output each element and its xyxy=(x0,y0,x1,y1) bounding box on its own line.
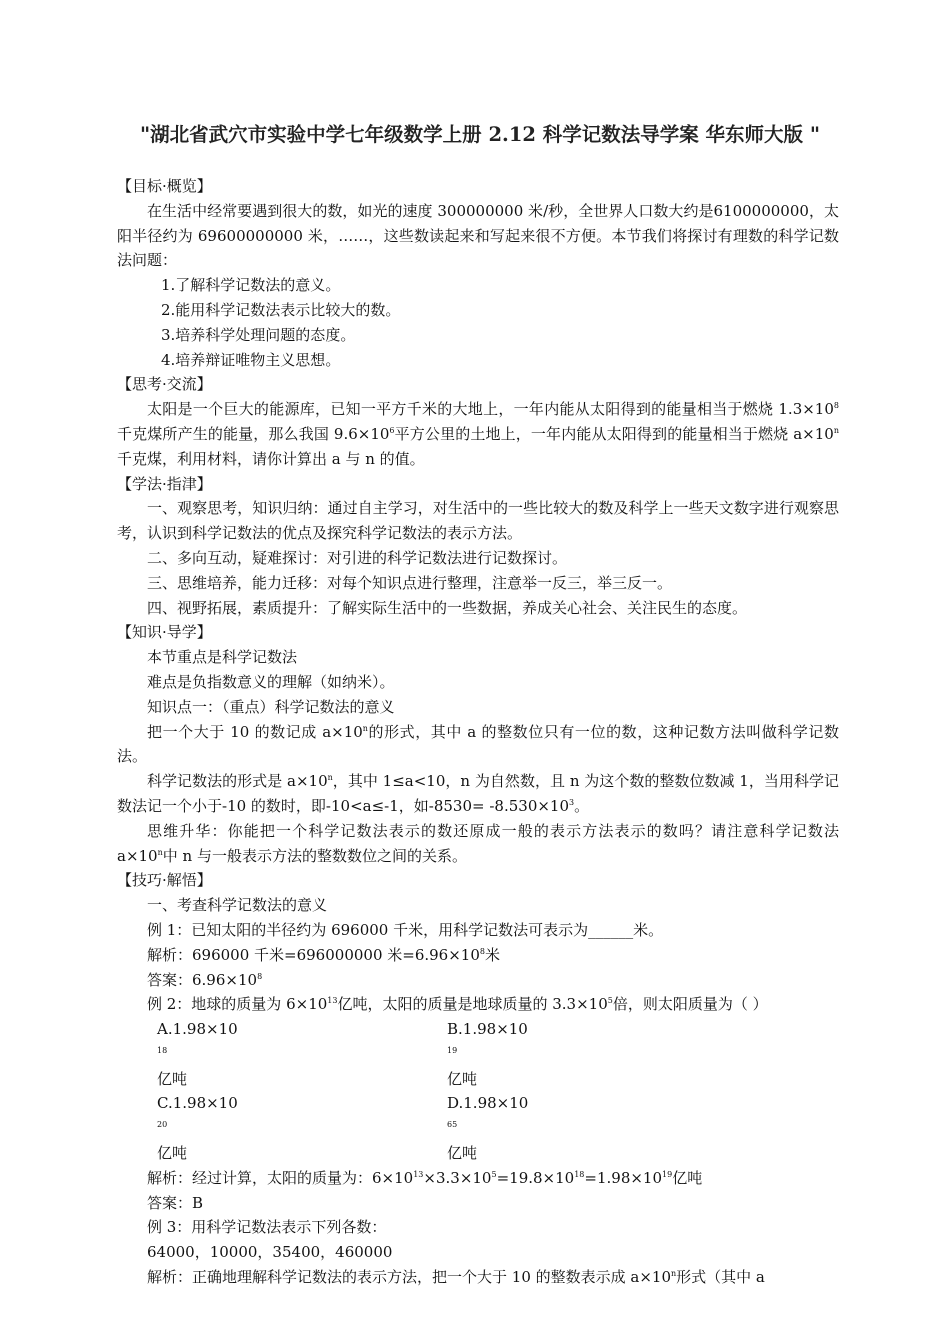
think-paragraph: 太阳是一个巨大的能源库，已知一平方千米的大地上，一年内能从太阳得到的能量相当于燃烧 $1.3\times 10^8$千克煤所产生的能量，那么我国 $9.6\times 10^6$平方公里的土地上，一年内能从太阳得到的能量相当于燃烧 $a\times 10^n$千克煤，利用材料，请你计算出 a 与 n 的值。 xyxy=(117,400,839,468)
example-1-analysis: 解析：696000 千米=696000000 米$=6.96\times 10^8$米 xyxy=(147,945,500,964)
option-b: $B.1.98\times 10^{19}$亿吨 xyxy=(447,1020,528,1088)
method-item: 一、观察思考，知识归纳：通过自主学习，对生活中的一些比较大的数及科学上一些天文数字进行观察思考，认识到科学记数法的优点及探究科学记数法的表示方法。 xyxy=(117,499,839,543)
example-2-options-row xyxy=(117,1091,839,1165)
example-2-answer: 答案：B xyxy=(147,1193,204,1212)
section-heading-skill: 【技巧·解悟】 xyxy=(117,871,212,890)
goal-item: 2.能用科学记数法表示比较大的数。 xyxy=(161,300,401,319)
knowledge-key: 本节重点是科学记数法 xyxy=(147,648,298,667)
example-1-answer: 答案：$6.96\times 10^8$ xyxy=(147,970,263,989)
document-title: "湖北省武穴市实验中学七年级数学上册 2.12 科学记数法导学案 华东师大版 " xyxy=(140,123,820,146)
example-2-analysis: 解析：经过计算，太阳的质量为：$6\times 10^{13}\times 3.3\times 10^5=19.8\times 10^{18}=1.98\times 10^{19}$亿吨 xyxy=(147,1168,703,1187)
example-3: 例 3：用科学记数法表示下列各数： xyxy=(147,1218,387,1237)
method-item: 四、视野拓展，素质提升：了解实际生活中的一些数据，养成关心社会、关注民生的态度。 xyxy=(147,598,748,617)
section-heading-goals: 【目标·概览】 xyxy=(117,177,212,195)
thinking-paragraph: 思维升华：你能把一个科学记数法表示的数还原成一般的表示方法表示的数吗？请注意科学记数法 $a\times 10^n$中 n 与一般表示方法的整数数位之间的关系。 xyxy=(117,821,839,865)
knowledge-difficulty: 难点是负指数意义的理解（如纳米）。 xyxy=(147,672,395,691)
document-body xyxy=(117,174,839,1290)
goal-item: 1.了解科学记数法的意义。 xyxy=(161,276,341,295)
form-paragraph: 科学记数法的形式是 $a\times 10^n$，其中 1≤a<10，n 为自然数，且 n 为这个数的整数位数减 1，当用科学记数法记一个小于-10 的数时，即-10<a≤-1，如$-8530= -8.530\times 10^3$。 xyxy=(117,772,840,815)
example-1: 例 1：已知太阳的半径约为 696000 千米，用科学记数法可表示为______米。 xyxy=(147,920,664,939)
section-heading-think: 【思考·交流】 xyxy=(117,375,212,394)
method-item: 三、思维培养，能力迁移：对每个知识点进行整理，注意举一反三，举三反一。 xyxy=(147,573,673,592)
section-heading-method: 【学法·指津】 xyxy=(117,474,212,493)
example-3-analysis: 解析：正确地理解科学记数法的表示方法，把一个大于 10 的整数表示成 $a\times 10^n$形式（其中 a xyxy=(147,1268,765,1287)
example-2: 例 2：地球的质量为 $6\times 10^{13}$亿吨，太阳的质量是地球质量的 $3.3\times 10^5$倍，则太阳质量为（ ） xyxy=(147,995,768,1014)
method-item: 二、多向互动，疑难探讨：对引进的科学记数法进行记数探讨。 xyxy=(147,548,568,567)
option-a: $A.1.98\times 10^{18}$亿吨 xyxy=(157,1020,238,1088)
option-d: $D.1.98\times 10^{65}$亿吨 xyxy=(447,1094,529,1163)
section-heading-knowledge: 【知识·导学】 xyxy=(117,623,212,642)
example-2-options-row xyxy=(117,1017,839,1091)
goals-intro: 在生活中经常要遇到很大的数，如光的速度 300000000 米/秒，全世界人口数大约是6100000000，太阳半径约为 69600000000 米，……，这些数读起来和写起来很不方便。本节我们将探讨有理数的科学记数法问题： xyxy=(117,201,839,270)
definition-paragraph: 把一个大于 10 的数记成 $a\times 10^n$的形式，其中 a 的整数位只有一位的数，这种记数方法叫做科学记数法。 xyxy=(117,722,839,766)
goal-item: 3.培养科学处理问题的态度。 xyxy=(161,325,356,344)
goal-item: 4.培养辩证唯物主义思想。 xyxy=(161,350,341,369)
example-3-numbers: 64000，10000，35400，460000 xyxy=(147,1243,393,1262)
option-c: $C.1.98\times 10^{20}$亿吨 xyxy=(157,1094,238,1163)
skill-subheading: 一、考查科学记数法的意义 xyxy=(147,896,328,915)
knowledge-point-1: 知识点一：（重点）科学记数法的意义 xyxy=(147,697,395,716)
